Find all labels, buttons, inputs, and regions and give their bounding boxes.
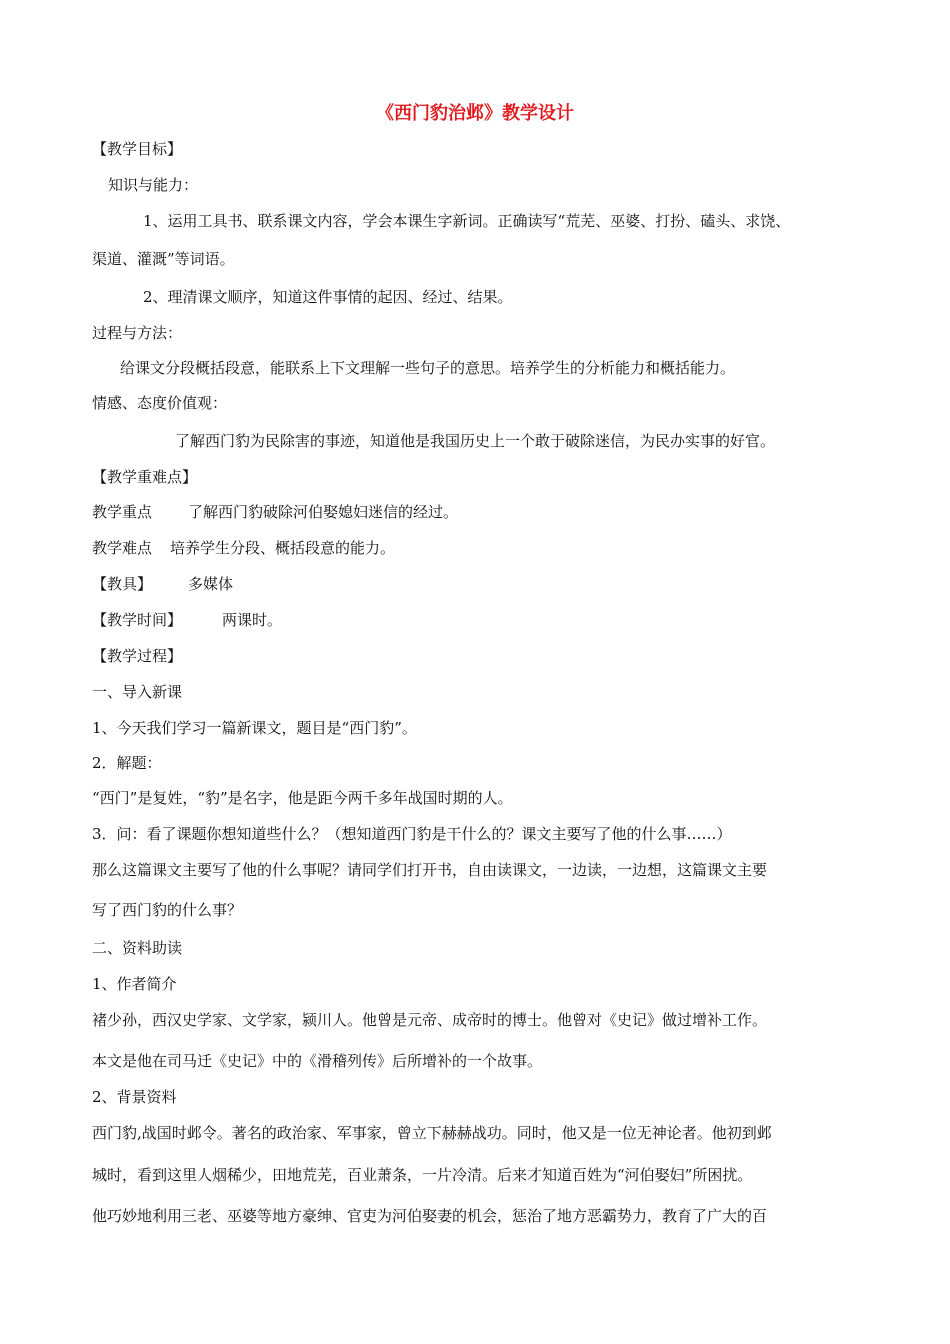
line-text: 2、背景资料 (92, 1088, 177, 1106)
line-value: 多媒体 (188, 575, 234, 593)
line-s2-1-b (92, 1050, 542, 1072)
line-s2-2-b (92, 1164, 752, 1186)
line-s1-2-text (92, 787, 513, 809)
line-text: 【教学过程】 (92, 647, 183, 665)
line-difficulty-label (92, 537, 395, 559)
line-text: 教学难点 (92, 539, 153, 557)
line-text: 知识与能力： (108, 176, 199, 194)
line-s2-2-a (92, 1122, 772, 1144)
line-text: 褚少孙，西汉史学家、文学家，颍川人。他曾是元帝、成帝时的博士。他曾对《史记》做过增补工作。 (92, 1011, 768, 1029)
line-text: 【教学目标】 (92, 140, 183, 158)
line-h-objectives (92, 138, 182, 160)
line-value: 两课时。 (222, 611, 283, 629)
line-s1-2 (92, 752, 162, 774)
line-text: 【教学时间】 (92, 611, 183, 629)
line-s1 (92, 681, 182, 703)
line-text: 二、资料助读 (92, 939, 183, 957)
line-text: 2．解题： (92, 754, 162, 772)
line-text: 他巧妙地利用三老、巫婆等地方豪绅、官吏为河伯娶妻的机会，惩治了地方恶霸势力，教育了广大的百 (92, 1207, 768, 1225)
line-text: 西门豹,战国时邺令。著名的政治家、军事家，曾立下赫赫战功。同时，他又是一位无神论者。他初到邺 (92, 1124, 772, 1142)
line-text: 城时，看到这里人烟稀少，田地荒芜，百业萧条，一片冷清。后来才知道百姓为“河伯娶妇”所困扰。 (92, 1166, 753, 1184)
line-knowledge-label (108, 174, 198, 196)
line-text: 情感、态度价值观： (92, 394, 228, 412)
line-text: 过程与方法： (92, 324, 183, 342)
line-keypoint-label (92, 501, 458, 523)
line-text: 2、理清课文顺序，知道这件事情的起因、经过、结果。 (143, 288, 513, 306)
line-k1-b (92, 248, 235, 270)
line-s2-2-c (92, 1205, 767, 1227)
line-h-process (92, 645, 182, 667)
line-text: 1、今天我们学习一篇新课文，题目是“西门豹”。 (92, 719, 417, 737)
line-k1-a (143, 210, 790, 232)
line-s1-1 (92, 717, 417, 739)
line-text: 1、作者简介 (92, 975, 177, 993)
line-emotion-text (175, 430, 775, 452)
line-value: 培养学生分段、概括段意的能力。 (170, 539, 396, 557)
line-text: “西门”是复姓，“豹”是名字，他是距今两千多年战国时期的人。 (92, 789, 513, 807)
line-text: 3．问：看了课题你想知道些什么？（想知道西门豹是干什么的？课文主要写了他的什么事……） (92, 825, 732, 843)
line-s2-2 (92, 1086, 177, 1108)
line-text: 【教具】 (92, 575, 153, 593)
line-h-keypoints (92, 466, 197, 488)
line-emotion-label (92, 392, 227, 414)
line-s1-3 (92, 823, 732, 845)
line-text: 给课文分段概括段意，能联系上下文理解一些句子的意思。培养学生的分析能力和概括能力。 (120, 359, 736, 377)
line-time-label (92, 609, 282, 631)
line-s2 (92, 937, 182, 959)
line-text: 一、导入新课 (92, 683, 183, 701)
line-text: 了解西门豹为民除害的事迹，知道他是我国历史上一个敢于破除迷信，为民办实事的好官。 (175, 432, 776, 450)
line-text: 那么这篇课文主要写了他的什么事呢？请同学们打开书，自由读课文，一边读，一边想，这篇课文主要 (92, 861, 768, 879)
line-text: 1、运用工具书、联系课文内容，学会本课生字新词。正确读写“荒芜、巫婆、打扮、磕头、求饶、 (143, 212, 791, 230)
line-text: 本文是他在司马迁《史记》中的《滑稽列传》后所增补的一个故事。 (92, 1052, 543, 1070)
document-title: 《西门豹治邺》教学设计 (376, 103, 574, 124)
line-text: 渠道、灌溉”等词语。 (92, 250, 235, 268)
line-text: 【教学重难点】 (92, 468, 198, 486)
line-process-label (92, 322, 182, 344)
line-tools-label (92, 573, 233, 595)
line-s1-3-a (92, 859, 767, 881)
line-text: 教学重点 (92, 503, 153, 521)
line-s1-3-b (92, 899, 242, 921)
line-process-text (120, 357, 735, 379)
line-s2-1 (92, 973, 177, 995)
line-value: 了解西门豹破除河伯娶媳妇迷信的经过。 (188, 503, 459, 521)
line-k2 (143, 286, 513, 308)
line-text: 写了西门豹的什么事？ (92, 901, 243, 919)
line-s2-1-a (92, 1009, 767, 1031)
